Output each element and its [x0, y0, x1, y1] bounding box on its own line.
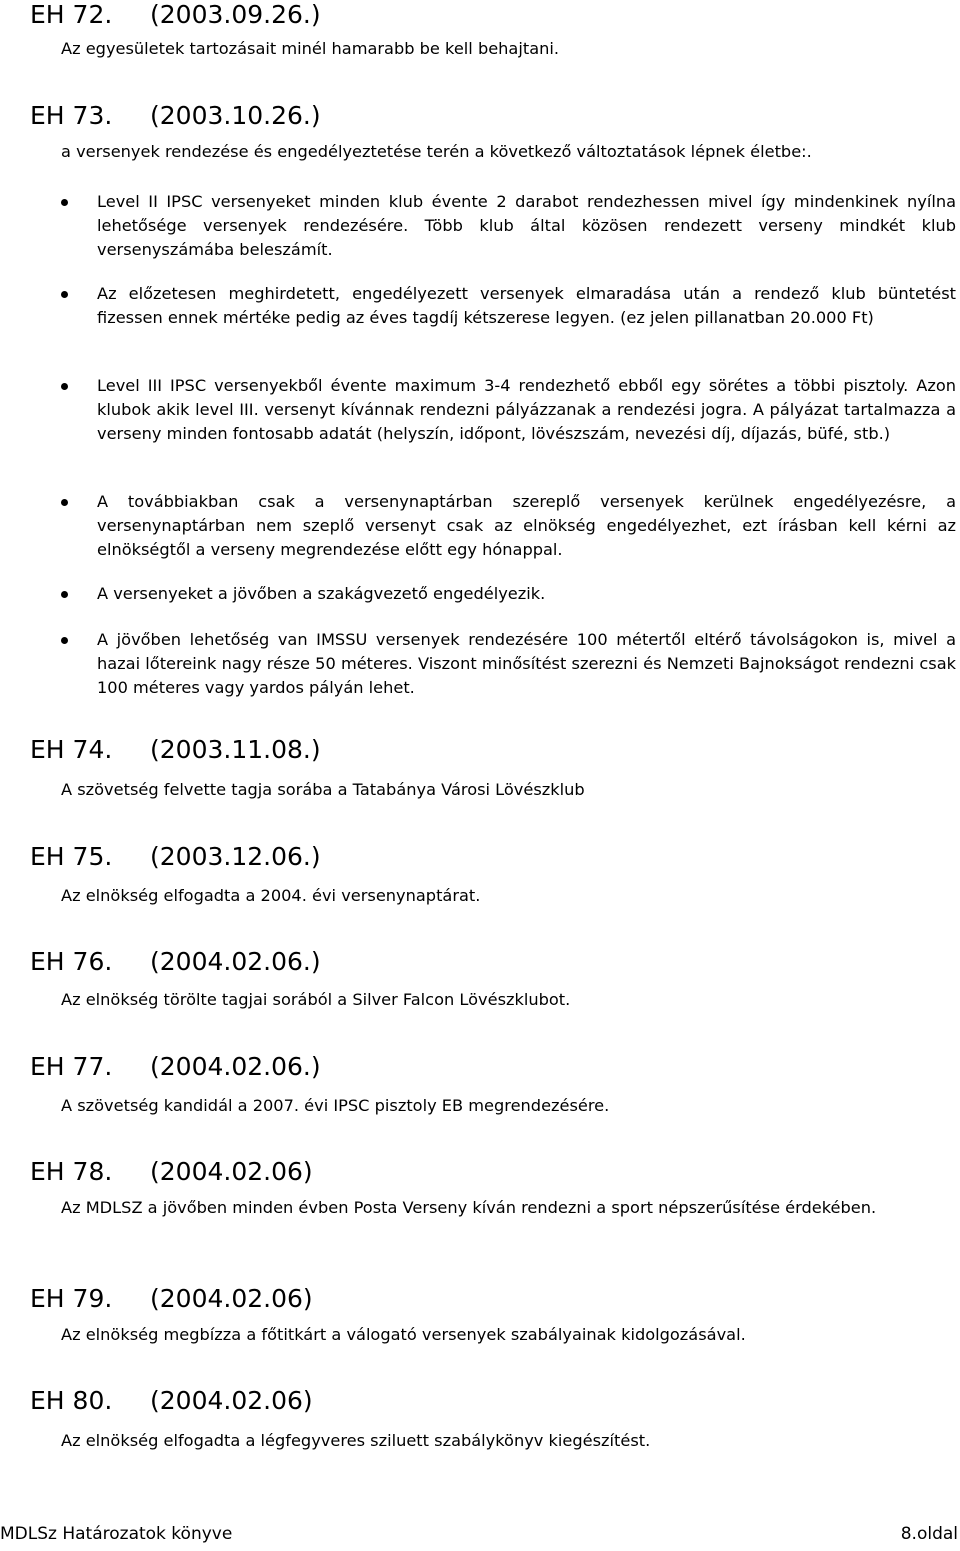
bullet-icon [61, 291, 68, 298]
section-number: EH 74. [30, 735, 113, 764]
section-heading [30, 1386, 313, 1416]
section-text: Az elnökség megbízza a főtitkárt a válogató versenyek szabályainak kidolgozásával. [61, 1325, 746, 1344]
bullet-text: A továbbiakban csak a versenynaptárban szereplő versenyek kerülnek engedélyezésre, a versenynaptárban nem szeplő versenyt csak az elnökség engedélyezhet, ezt írásban kell kérni az elnökségtől a verseny megrendezése előtt egy hónappal. [97, 492, 956, 559]
section-number: EH 72. [30, 0, 113, 29]
section-text: Az MDLSZ a jövőben minden évben Posta Verseny kíván rendezni a sport népszerűsítése érdekében. [61, 1198, 877, 1217]
section-text: A szövetség felvette tagja sorába a Tatabánya Városi Lövészklub [61, 780, 585, 799]
bullet-text: Level III IPSC versenyekből évente maximum 3-4 rendezhető ebből egy sörétes a többi pisztoly. Azon klubok akik level III. versenyt kívánnak rendezni pályázzanak a rendezési jogra. A pályázat tartalmazza a verseny minden fontosabb adatát (helyszín, időpont, lövészszám, nevezési díj, díjazás, büfé, stb.) [97, 376, 956, 443]
bullet-icon [61, 637, 68, 644]
section-text: Az elnökség elfogadta a 2004. évi versenynaptárat. [61, 886, 481, 905]
section-date: (2003.12.06.) [150, 842, 321, 871]
bullet-icon [61, 199, 68, 206]
section-heading [30, 1284, 313, 1314]
section-heading [30, 947, 321, 977]
section-heading [30, 1157, 313, 1187]
bullet-text: A versenyeket a jövőben a szakágvezető engedélyezik. [97, 584, 546, 603]
section-date: (2004.02.06) [150, 1386, 313, 1415]
bullet-icon [61, 383, 68, 390]
section-text: Az elnökség törölte tagjai sorából a Silver Falcon Lövészklubot. [61, 990, 571, 1009]
section-text: Az elnökség elfogadta a légfegyveres sziluett szabálykönyv kiegészítést. [61, 1431, 651, 1450]
section-text: Az egyesületek tartozásait minél hamarabb be kell behajtani. [61, 39, 560, 58]
section-number: EH 76. [30, 947, 113, 976]
footer-page-number: 8.oldal [900, 1524, 958, 1544]
bullet-icon [61, 499, 68, 506]
section-heading [30, 1052, 321, 1082]
section-text: a versenyek rendezése és engedélyeztetése terén a következő változtatások lépnek életbe:. [61, 142, 812, 161]
bullet-icon [61, 591, 68, 598]
footer-title: MDLSz Határozatok könyve [0, 1524, 233, 1544]
section-date: (2004.02.06) [150, 1284, 313, 1313]
section-date: (2003.09.26.) [150, 0, 321, 29]
section-number: EH 79. [30, 1284, 113, 1313]
section-number: EH 77. [30, 1052, 113, 1081]
section-date: (2003.11.08.) [150, 735, 321, 764]
section-date: (2004.02.06.) [150, 947, 321, 976]
section-heading [30, 101, 321, 131]
section-heading [30, 0, 321, 30]
section-date: (2003.10.26.) [150, 101, 321, 130]
section-heading [30, 735, 321, 765]
section-number: EH 73. [30, 101, 113, 130]
bullet-text: Level II IPSC versenyeket minden klub évente 2 darabot rendezhessen mivel így mindenkinek nyílna lehetősége versenyek rendezésére. Több klub által közösen rendezett verseny mindkét klub versenyszámába beleszámít. [97, 192, 956, 259]
section-date: (2004.02.06) [150, 1157, 313, 1186]
section-text: A szövetség kandidál a 2007. évi IPSC pisztoly EB megrendezésére. [61, 1096, 610, 1115]
section-number: EH 80. [30, 1386, 113, 1415]
section-number: EH 75. [30, 842, 113, 871]
section-date: (2004.02.06.) [150, 1052, 321, 1081]
bullet-text: Az előzetesen meghirdetett, engedélyezett versenyek elmaradása után a rendező klub büntetést fizessen ennek mértéke pedig az éves tagdíj kétszerese legyen. (ez jelen pillanatban 20.000 Ft) [97, 284, 956, 327]
section-heading [30, 842, 321, 872]
section-number: EH 78. [30, 1157, 113, 1186]
bullet-text: A jövőben lehetőség van IMSSU versenyek rendezésére 100 métertől eltérő távolságokon is, mivel a hazai lőtereink nagy része 50 méteres. Viszont minősítést szerezni és Nemzeti Bajnokságot rendezni csak 100 méteres vagy yardos pályán lehet. [97, 630, 956, 697]
